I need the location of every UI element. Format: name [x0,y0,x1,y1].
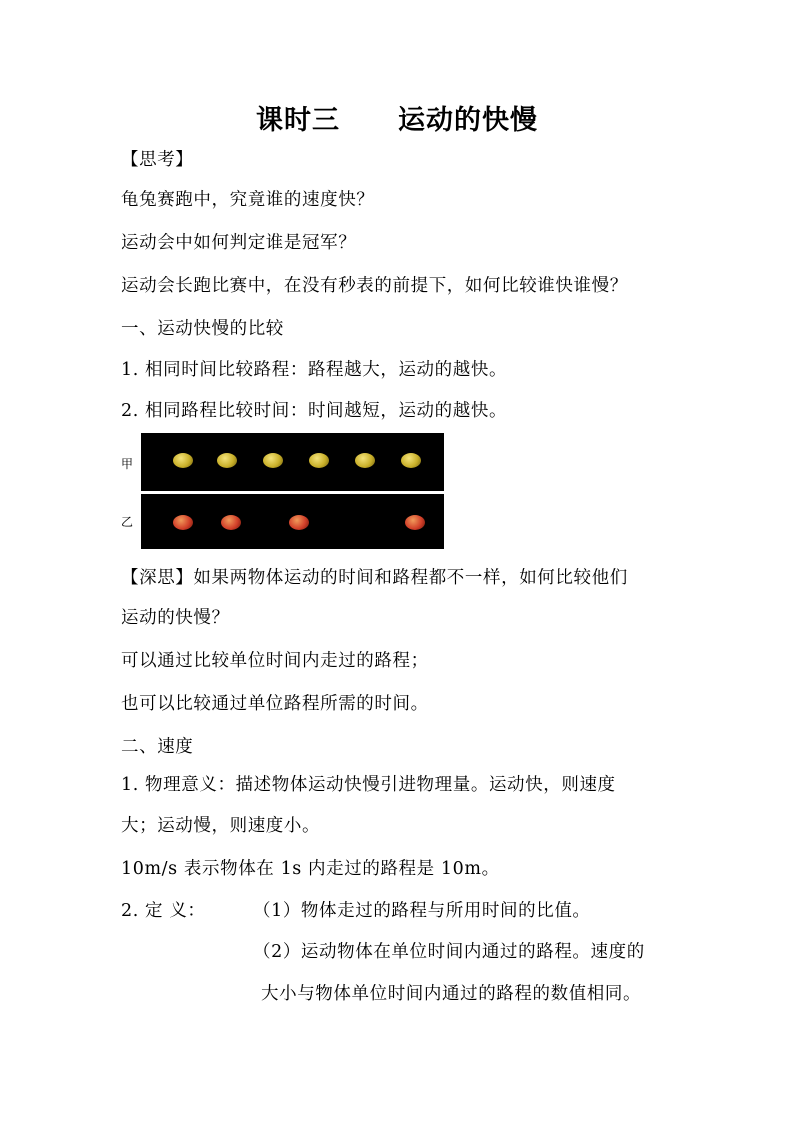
section1-heading: 一、运动快慢的比较 [121,319,284,339]
section2-heading: 二、速度 [121,737,194,757]
yellow-ball [355,453,375,468]
red-ball [289,515,309,530]
think-heading: 【思考】 [121,150,194,170]
yellow-ball [401,453,421,468]
section2-definition-2-line-1: （2）运动物体在单位时间内通过的路程。速度的 [253,942,645,962]
deep-think-line-1: 【深思】如果两物体运动的时间和路程都不一样，如何比较他们 [121,568,628,588]
title-lesson: 课时三 [256,105,340,136]
ball-motion-figure [121,433,451,549]
page-title [0,98,794,137]
red-ball [173,515,193,530]
strip-bottom [141,494,444,549]
yellow-ball [263,453,283,468]
section2-definition-2-line-2: 大小与物体单位时间内通过的路程的数值相同。 [261,984,642,1004]
section2-item-1-line-1: 1. 物理意义：描述物体运动快慢引进物理量。运动快，则速度 [121,775,616,795]
section2-definition-1: （1）物体走过的路程与所用时间的比值。 [253,901,591,921]
section2-example: 10m/s 表示物体在 1s 内走过的路程是 10m。 [121,859,500,879]
section1-item-1: 1. 相同时间比较路程：路程越大，运动的越快。 [121,360,508,380]
deep-think-line-3: 可以通过比较单位时间内走过的路程； [121,651,429,671]
red-ball [405,515,425,530]
yellow-ball [217,453,237,468]
yellow-ball [309,453,329,468]
section2-item-2-label: 2. 定 义： [121,901,206,921]
red-ball [221,515,241,530]
deep-think-line-2: 运动的快慢？ [121,608,230,628]
think-question-1: 龟兔赛跑中，究竟谁的速度快？ [121,190,375,210]
deep-think-line-4: 也可以比较通过单位路程所需的时间。 [121,694,429,714]
figure-label-top: 甲 [121,457,134,471]
strip-top [141,433,444,491]
yellow-ball [173,453,193,468]
section2-item-1-line-2: 大；运动慢，则速度小。 [121,816,321,836]
section1-item-2: 2. 相同路程比较时间：时间越短，运动的越快。 [121,401,508,421]
title-topic: 运动的快慢 [398,105,538,136]
think-question-3: 运动会长跑比赛中，在没有秒表的前提下，如何比较谁快谁慢？ [121,276,628,296]
think-question-2: 运动会中如何判定谁是冠军？ [121,233,357,253]
figure-label-bottom: 乙 [121,515,134,529]
